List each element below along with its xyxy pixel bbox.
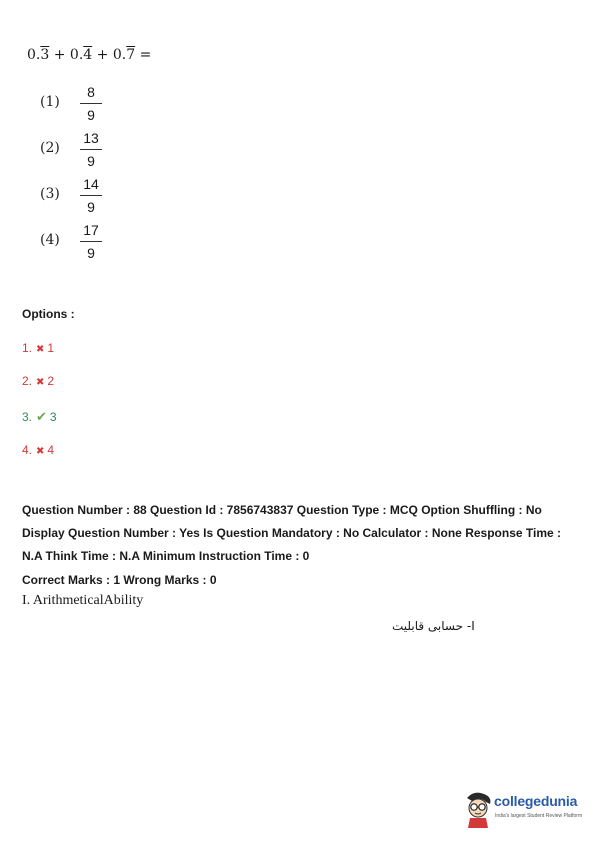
logo-wordmark: collegedunia [494, 793, 578, 809]
option-index: 4. [22, 443, 33, 457]
equals-sign: = [139, 47, 152, 63]
expr-term-2: 0.4 [69, 47, 93, 63]
question-metadata: Question Number : 88 Question Id : 7856743837 Question Type : MCQ Option Shuffling : No Display Question Number : Yes Is Question Mandatory : No Calculator : None Response Time : N.A Think Time : N.A Minimum Instruction Time : 0 [22, 503, 561, 563]
numerator: 8 [87, 84, 95, 100]
fraction-bar [80, 149, 102, 150]
plus-sign: + [96, 47, 109, 63]
marks-info: Correct Marks : 1 Wrong Marks : 0 [22, 573, 217, 587]
choice-label: (2) [40, 140, 60, 156]
choice-fraction [80, 221, 102, 262]
fraction-bar [80, 103, 102, 104]
options-heading: Options : [22, 307, 75, 321]
denominator: 9 [87, 153, 95, 169]
option-1 [22, 341, 54, 355]
option-3 [22, 409, 57, 425]
fraction-bar [80, 241, 102, 242]
cross-icon: ✖ [36, 344, 45, 355]
choice-fraction [80, 83, 102, 124]
option-value: 3 [49, 410, 57, 424]
logo-tagline: India's largest Student Review Platform [495, 813, 583, 819]
cross-icon: ✖ [36, 377, 45, 388]
denominator: 9 [87, 199, 95, 215]
fraction-bar [80, 195, 102, 196]
option-index: 3. [22, 410, 33, 424]
option-value: 1 [47, 341, 55, 355]
option-value: 2 [47, 374, 55, 388]
section-title-urdu: I- حسابی قابلیت [392, 619, 475, 633]
checkmark-icon: ✔ [36, 409, 47, 424]
choice-label: (4) [40, 232, 60, 248]
choice-label: (1) [40, 94, 60, 110]
denominator: 9 [87, 245, 95, 261]
numerator: 17 [83, 222, 99, 238]
option-value: 4 [47, 443, 55, 457]
choice-label: (3) [40, 186, 60, 202]
mascot-icon [462, 788, 496, 828]
plus-sign: + [53, 47, 66, 63]
denominator: 9 [87, 107, 95, 123]
expr-term-1: 0.3 [27, 47, 50, 63]
expr-term-3: 0.7 [112, 47, 136, 63]
numerator: 14 [83, 176, 99, 192]
numerator: 13 [83, 130, 99, 146]
cross-icon: ✖ [36, 446, 45, 457]
section-title-english: I. ArithmeticalAbility [22, 593, 144, 608]
choice-fraction [80, 175, 102, 216]
option-2 [22, 374, 54, 388]
option-4 [22, 443, 54, 457]
option-index: 1. [22, 341, 33, 355]
question-expression [27, 47, 151, 63]
option-index: 2. [22, 374, 33, 388]
choice-fraction [80, 129, 102, 170]
